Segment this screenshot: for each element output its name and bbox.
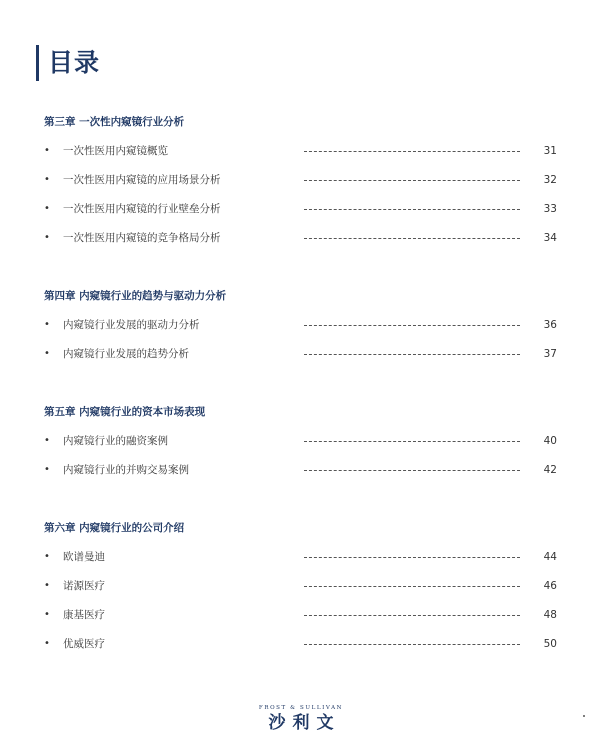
toc-entry[interactable] <box>0 463 602 477</box>
toc-page-number: 40 <box>543 435 557 447</box>
dotted-leader <box>304 354 520 355</box>
dotted-leader <box>304 325 520 326</box>
dotted-leader <box>304 470 520 471</box>
bullet-icon: • <box>44 580 50 591</box>
toc-entry[interactable] <box>0 173 602 187</box>
toc-page-number: 46 <box>543 580 557 592</box>
toc-entry-label: 一次性医用内窥镜的行业壁垒分析 <box>63 203 221 215</box>
toc-entry-label: 内窥镜行业发展的趋势分析 <box>63 348 189 360</box>
toc-entry-label: 诺源医疗 <box>63 580 105 592</box>
toc-entry[interactable] <box>0 434 602 448</box>
toc-entry-label: 康基医疗 <box>63 609 105 621</box>
bullet-icon: • <box>44 174 50 185</box>
dotted-leader <box>304 180 520 181</box>
chapter-title: 第五章 内窥镜行业的资本市场表现 <box>44 406 206 418</box>
toc-entry[interactable] <box>0 550 602 564</box>
toc-page-number: 33 <box>543 203 557 215</box>
toc-entry-label: 内窥镜行业的并购交易案例 <box>63 464 189 476</box>
toc-entry[interactable] <box>0 608 602 622</box>
toc-page-number: 32 <box>543 174 557 186</box>
toc-entry[interactable] <box>0 202 602 216</box>
toc-entry-label: 一次性医用内窥镜概览 <box>63 145 168 157</box>
bullet-icon: • <box>44 638 50 649</box>
page-title-block <box>36 45 100 81</box>
toc-entry-label: 优威医疗 <box>63 638 105 650</box>
toc-entry-label: 一次性医用内窥镜的应用场景分析 <box>63 174 221 186</box>
frost-sullivan-logo <box>250 704 352 734</box>
toc-entry[interactable] <box>0 144 602 158</box>
chapter-title: 第四章 内窥镜行业的趋势与驱动力分析 <box>44 290 227 302</box>
toc-page-number: 48 <box>543 609 557 621</box>
toc-entry[interactable] <box>0 579 602 593</box>
dotted-leader <box>304 586 520 587</box>
toc-entry[interactable] <box>0 231 602 245</box>
dotted-leader <box>304 441 520 442</box>
corner-dot <box>583 715 585 717</box>
dotted-leader <box>304 557 520 558</box>
toc-entry-label: 一次性医用内窥镜的竞争格局分析 <box>63 232 221 244</box>
bullet-icon: • <box>44 232 50 243</box>
page-title: 目录 <box>48 48 101 77</box>
logo-chinese-text: 沙利文 <box>268 713 341 733</box>
toc-page-number: 31 <box>543 145 557 157</box>
bullet-icon: • <box>44 551 50 562</box>
dotted-leader <box>304 238 520 239</box>
toc-entry-label: 欧谱曼迪 <box>63 551 105 563</box>
bullet-icon: • <box>44 145 50 156</box>
toc-entry[interactable] <box>0 318 602 332</box>
bullet-icon: • <box>44 203 50 214</box>
toc-page-number: 50 <box>543 638 557 650</box>
bullet-icon: • <box>44 609 50 620</box>
dotted-leader <box>304 615 520 616</box>
chapter-title: 第三章 一次性内窥镜行业分析 <box>44 116 185 128</box>
dotted-leader <box>304 151 520 152</box>
toc-page-number: 37 <box>543 348 557 360</box>
toc-page-number: 34 <box>543 232 557 244</box>
toc-page-number: 42 <box>543 464 557 476</box>
toc-entry[interactable] <box>0 347 602 361</box>
toc-entry[interactable] <box>0 637 602 651</box>
dotted-leader <box>304 644 520 645</box>
dotted-leader <box>304 209 520 210</box>
bullet-icon: • <box>44 348 50 359</box>
title-accent-bar <box>36 45 39 81</box>
toc-page-number: 36 <box>543 319 557 331</box>
toc-page-number: 44 <box>543 551 557 563</box>
bullet-icon: • <box>44 435 50 446</box>
toc-entry-label: 内窥镜行业发展的驱动力分析 <box>63 319 200 331</box>
toc-entry-label: 内窥镜行业的融资案例 <box>63 435 168 447</box>
chapter-title: 第六章 内窥镜行业的公司介绍 <box>44 522 185 534</box>
logo-english-text: FROST & SULLIVAN <box>258 705 344 711</box>
bullet-icon: • <box>44 319 50 330</box>
bullet-icon: • <box>44 464 50 475</box>
